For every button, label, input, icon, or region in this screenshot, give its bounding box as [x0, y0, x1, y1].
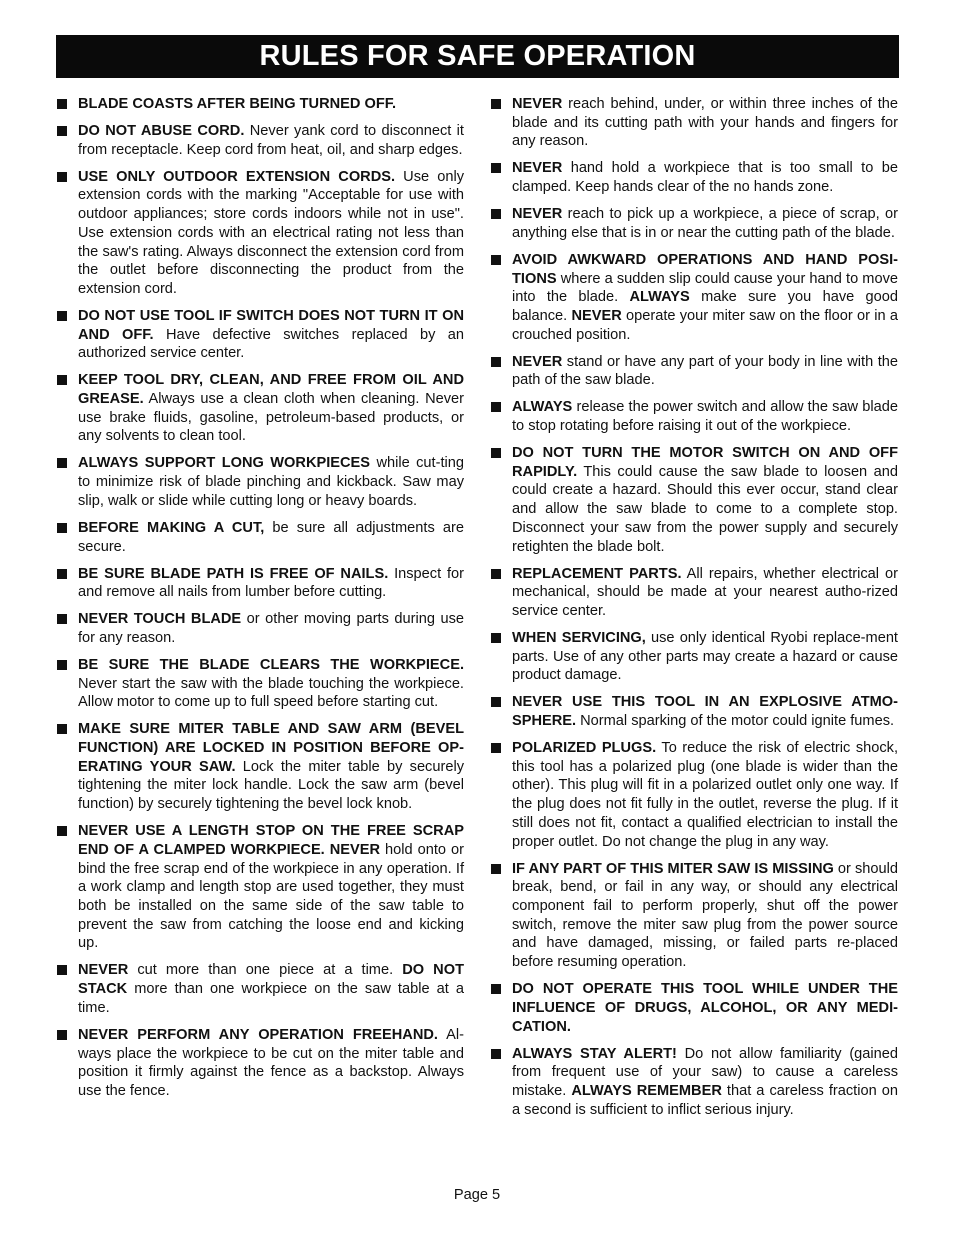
rule-heading: DO NOT ABUSE CORD. [78, 123, 245, 139]
rule-heading: DO NOT USE TOOL IF SWITCH DOES NOT TURN IT ON AND OFF. [78, 307, 464, 343]
square-bullet-icon [57, 965, 67, 975]
rule-item [56, 454, 464, 510]
rule-heading: REPLACEMENT PARTS. [512, 565, 682, 582]
rule-item [56, 168, 464, 299]
square-bullet-icon [491, 569, 501, 579]
square-bullet-icon [491, 743, 501, 753]
rule-text: Never start the saw with the blade touching the workpiece. Allow motor to come up to full speed before starting cut. [78, 675, 464, 711]
rule-text: operate your miter saw on the floor or in a crouched position. [512, 307, 898, 343]
square-bullet-icon [57, 660, 67, 670]
rule-text: more than one workpiece on the saw table at a time. [78, 981, 464, 1016]
rule-heading: USE ONLY OUTDOOR EXTENSION CORDS. [78, 168, 396, 185]
square-bullet-icon [491, 864, 501, 874]
rule-text: To reduce the risk of electric shock, this tool has a polarized plug (one blade is wider than the other). This plug will fit in a polarized outlet only one way. If the plug does not fit fully in the outlet, reverse the plug. If it still does not fit, contact a qualified electrician to install the proper outlet. Do not change the plug in any way. [512, 740, 898, 850]
square-bullet-icon [57, 458, 67, 468]
rule-item [490, 629, 898, 685]
square-bullet-icon [57, 126, 67, 136]
rule-item [56, 961, 464, 1017]
rule-item [56, 519, 464, 556]
rule-heading: NEVER [512, 160, 563, 177]
rule-item [56, 720, 464, 814]
rule-text: be sure all adjustments are secure. [78, 519, 464, 555]
rule-text: Always use a clean cloth when cleaning. Never use brake fluids, gasoline, petroleum-based products, or any solvents to clean tool. [78, 391, 464, 445]
square-bullet-icon [491, 163, 501, 173]
rule-heading: NEVER [512, 353, 563, 370]
rule-text: while cut-ting to minimize risk of blade pinching and kickback. Saw may slip, walk or slide while cutting long or heavy boards. [78, 455, 464, 509]
rule-item [56, 656, 464, 712]
square-bullet-icon [491, 1049, 501, 1059]
rule-heading: ALWAYS [512, 399, 573, 416]
rule-text: reach to pick up a workpiece, a piece of scrap, or anything else that is in or near the cutting path of the blade. [512, 206, 898, 241]
rule-heading: AVOID AWKWARD OPERATIONS AND HAND POSI-TIONS [512, 251, 898, 287]
square-bullet-icon [57, 1030, 67, 1040]
rule-item [490, 1045, 898, 1120]
square-bullet-icon [57, 724, 67, 734]
rule-item [56, 122, 464, 159]
square-bullet-icon [57, 99, 67, 109]
rule-heading: NEVER [512, 96, 563, 112]
square-bullet-icon [491, 99, 501, 109]
rule-heading: NEVER USE A LENGTH STOP ON THE FREE SCRAP END OF A CLAMPED WORKPIECE. NEVER [78, 823, 464, 858]
rule-item [56, 1026, 464, 1101]
square-bullet-icon [57, 375, 67, 385]
square-bullet-icon [57, 311, 67, 321]
rule-heading: ALWAYS SUPPORT LONG WORKPIECES [78, 455, 371, 472]
square-bullet-icon [57, 569, 67, 579]
rule-text: stand or have any part of your body in line with the path of the saw blade. [512, 353, 898, 389]
rule-text: hold onto or bind the free scrap end of the workpiece in any operation. If a work clamp and length stop are used together, they must both be installed on the same side of the saw table to prevent the saw from catching the loose end and kicking up. [78, 841, 464, 952]
rule-item [56, 822, 464, 953]
square-bullet-icon [491, 697, 501, 707]
rule-heading: NEVER PERFORM ANY OPERATION FREEHAND. [78, 1026, 438, 1043]
rule-heading: NEVER USE THIS TOOL IN AN EXPLOSIVE ATMO-SPHERE. [512, 694, 898, 730]
rule-item [490, 398, 898, 435]
page-title: RULES FOR SAFE OPERATION [56, 35, 899, 78]
rule-text: This could cause the saw blade to loosen and could create a hazard. Should this ever occur, stand clear and allow the saw blade to come to a complete stop. Disconnect your saw from the power supply and securely retighten the blade bolt. [512, 463, 898, 555]
rule-text: Never yank cord to disconnect it from receptacle. Keep cord from heat, oil, and sharp edges. [78, 123, 464, 158]
rule-text: Al-ways place the workpiece to be cut on the miter table and position it firmly against the fence as a backstop. Always use the fence. [78, 1026, 464, 1099]
rule-text: Do not allow familiarity (gained from frequent use of your saw) to cause a careless mistake. [512, 1045, 899, 1099]
square-bullet-icon [57, 172, 67, 182]
rule-text: cut more than one piece at a time. [128, 962, 403, 979]
square-bullet-icon [491, 255, 501, 265]
rule-heading: DO NOT OPERATE THIS TOOL WHILE UNDER THE INFLUENCE OF DRUGS, ALCOHOL, OR ANY MEDI-CATION. [512, 981, 898, 1035]
rule-item [490, 159, 898, 196]
rule-text: that a careless fraction on a second is sufficient to inflict serious injury. [512, 1082, 898, 1118]
rule-text: reach behind, under, or within three inches of the blade and its cutting path with your hands and fingers for any reason. [512, 96, 898, 150]
rule-text: Use only extension cords with the marking "Acceptable for use with outdoor appliances; store cords indoors while not in use". Use extension cords with an electrical rating not less than the saw's rating. Always disconnect the extension cord from the outlet before disconnecting the product from the extension cord. [78, 168, 465, 297]
rule-text: make sure you have good balance. [512, 289, 898, 324]
rule-heading: BEFORE MAKING A CUT, [78, 519, 265, 536]
rule-emphasis: NEVER [571, 307, 622, 324]
rule-item [490, 739, 898, 851]
rule-item [490, 353, 898, 390]
rule-item [490, 565, 898, 621]
rule-heading: BE SURE THE BLADE CLEARS THE WORKPIECE. [78, 656, 464, 673]
rule-heading: NEVER [78, 962, 129, 979]
square-bullet-icon [491, 209, 501, 219]
rule-heading: BLADE COASTS AFTER BEING TURNED OFF. [78, 96, 397, 112]
rule-item [56, 371, 464, 446]
rule-item [56, 565, 464, 602]
rule-heading: WHEN SERVICING, [512, 629, 646, 646]
rule-text: or other moving parts during use for any reason. [78, 611, 464, 646]
rule-item [490, 251, 898, 345]
rule-text: Normal sparking of the motor could ignite fumes. [576, 713, 895, 730]
rule-emphasis: ALWAYS [629, 289, 690, 306]
rule-heading: NEVER [512, 206, 563, 223]
rule-text: or should break, bend, or fail in any way, or should any electrical component fail to perform properly, shut off the power switch, remove the miter saw plug from the power source and have damaged, missing, or failed parts re-placed before resuming operation. [512, 860, 898, 971]
rule-item [56, 307, 464, 363]
rule-item [490, 693, 898, 730]
rule-heading: NEVER TOUCH BLADE [78, 611, 242, 628]
square-bullet-icon [491, 984, 501, 994]
square-bullet-icon [57, 614, 67, 624]
left-column [56, 95, 464, 1109]
square-bullet-icon [491, 633, 501, 643]
rule-text: All repairs, whether electrical or mechanical, should be made at your nearest autho-rized service center. [512, 565, 898, 619]
rule-text: Lock the miter table by securely tightening the miter lock handle. Lock the saw arm (bevel function) by securely tightening the bevel lock knob. [78, 758, 464, 813]
square-bullet-icon [57, 523, 67, 533]
rule-heading: KEEP TOOL DRY, CLEAN, AND FREE FROM OIL AND GREASE. [78, 372, 464, 408]
rule-heading: BE SURE BLADE PATH IS FREE OF NAILS. [78, 565, 389, 582]
rule-item [56, 95, 464, 114]
rule-emphasis: ALWAYS REMEMBER [571, 1082, 722, 1099]
rule-heading: IF ANY PART OF THIS MITER SAW IS MISSING [512, 860, 834, 877]
rule-text: use only identical Ryobi replace-ment parts. Use of any other parts may create a hazard or cause product damage. [512, 629, 898, 684]
rule-text: where a sudden slip could cause your hand to move into the blade. [512, 270, 898, 306]
rule-emphasis: DO NOT STACK [78, 962, 464, 998]
rule-item [490, 980, 898, 1036]
square-bullet-icon [491, 402, 501, 412]
page-number: Page 5 [453, 1187, 501, 1203]
rule-text: hand hold a workpiece that is too small to be clamped. Keep hands clear of the no hands zone. [512, 160, 898, 196]
square-bullet-icon [57, 826, 67, 836]
square-bullet-icon [491, 448, 501, 458]
rule-text: Inspect for and remove all nails from lumber before cutting. [78, 565, 464, 601]
rule-heading: MAKE SURE MITER TABLE AND SAW ARM (BEVEL FUNCTION) ARE LOCKED IN POSITION BEFORE OP-ERATING YOUR SAW. [78, 721, 464, 775]
rule-item [490, 860, 898, 972]
rule-item [490, 444, 898, 556]
square-bullet-icon [491, 357, 501, 367]
rule-heading: ALWAYS STAY ALERT! [512, 1045, 677, 1062]
rule-heading: DO NOT TURN THE MOTOR SWITCH ON AND OFF RAPIDLY. [512, 445, 898, 480]
rule-item [490, 205, 898, 242]
rule-item [490, 95, 898, 151]
rule-text: release the power switch and allow the saw blade to stop rotating before raising it out of the workpiece. [512, 399, 898, 435]
rule-heading: POLARIZED PLUGS. [512, 740, 657, 757]
rule-item [56, 610, 464, 647]
right-column [490, 95, 898, 1128]
rule-text: Have defective switches replaced by an authorized service center. [78, 326, 464, 362]
